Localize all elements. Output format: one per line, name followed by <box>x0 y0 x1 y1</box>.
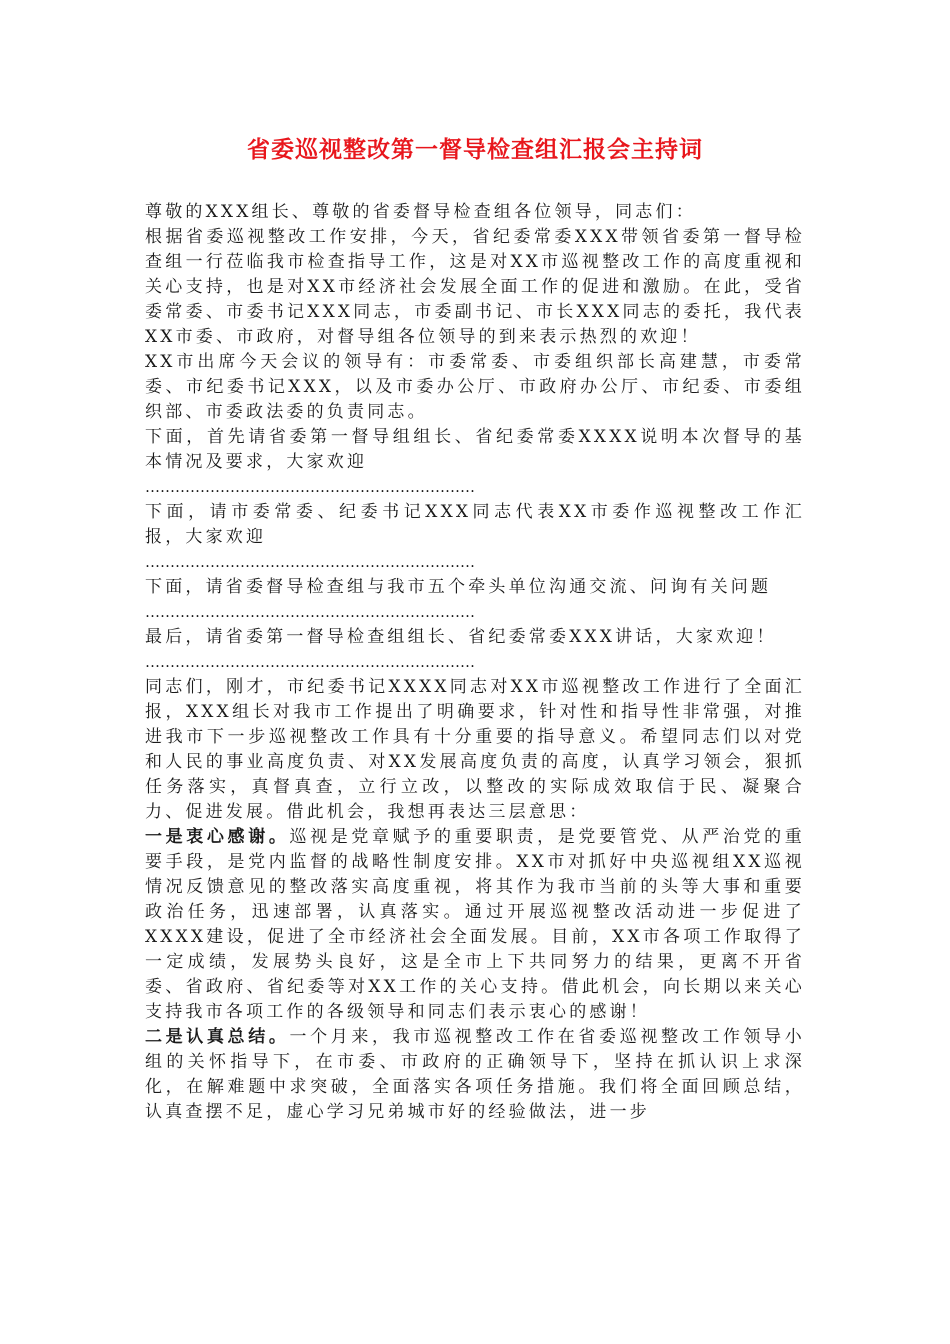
dotted-separator: ………………………………………………………… <box>145 603 475 621</box>
paragraph-opening: 根据省委巡视整改工作安排，今天，省纪委常委XXX带领省委第一督导检查组一行莅临我市检查指导工作，这是对XX市巡视整改工作的高度重视和关心支持，也是对XX市经济社会发展全面工作的促进和激励。在此，受省委常委、市委书记XXX同志，市委副书记、市长XXX同志的委托，我代表XX市委、市政府，对督导组各位领导的到来表示热烈的欢迎！ <box>145 227 805 347</box>
paragraph-attendees: XX市出席今天会议的领导有：市委常委、市委组织部长高建慧，市委常委、市纪委书记XXX，以及市委办公厅、市政府办公厅、市纪委、市委组织部、市委政法委的负责同志。 <box>145 352 805 422</box>
point-2-heading: 二是认真总结。 <box>145 1027 290 1047</box>
document-title: 省委巡视整改第一督导检查组汇报会主持词 <box>247 137 703 163</box>
paragraph-point-1 <box>145 825 805 1025</box>
point-2-text: 一个月来，我市巡视整改工作在省委巡视整改工作领导小组的关怀指导下，在市委、市政府的正确领导下，坚持在抓认识上求深化，在解难题中求突破，全面落实各项任务措施。我们将全面回顾总结，认真查摆不足，虚心学习兄弟城市好的经验做法，进一步 <box>145 1027 806 1122</box>
dotted-separator: ………………………………………………………… <box>145 653 475 671</box>
greeting: 尊敬的XXX组长、尊敬的省委督导检查组各位领导，同志们： <box>145 202 696 222</box>
document-body <box>145 200 805 1125</box>
paragraph-summary: 同志们，刚才，市纪委书记XXXX同志对XX市巡视整改工作进行了全面汇报，XXX组长对我市工作提出了明确要求，针对性和指导性非常强，对推进我市下一步巡视整改工作具有十分重要的指导意义。希望同志们以对党和人民的事业高度负责、对XX发展高度负责的高度，认真学习领会，狠抓任务落实，真督真查，立行立改，以整改的实际成效取信于民、凝聚合力、促进发展。借此机会，我想再表达三层意思： <box>145 677 805 822</box>
paragraph-agenda-4: 最后，请省委第一督导检查组组长、省纪委常委XXX讲话，大家欢迎！ <box>145 627 777 647</box>
dotted-separator: ………………………………………………………… <box>145 553 475 571</box>
paragraph-agenda-3: 下面，请省委督导检查组与我市五个牵头单位沟通交流、问询有关问题 <box>145 577 772 597</box>
paragraph-agenda-2: 下面，请市委常委、纪委书记XXX同志代表XX市委作巡视整改工作汇报，大家欢迎 <box>145 502 805 547</box>
point-1-heading: 一是衷心感谢。 <box>145 827 290 847</box>
point-1-text: 巡视是党章赋予的重要职责，是党要管党、从严治党的重要手段，是党内监督的战略性制度安排。XX市对抓好中央巡视组XX巡视情况反馈意见的整改落实高度重视，将其作为我市当前的头等大事和重要政治任务，迅速部署，认真落实。通过开展巡视整改活动进一步促进了XXXX建设，促进了全市经济社会全面发展。目前，XX市各项工作取得了一定成绩，发展势头良好，这是全市上下共同努力的结果，更离不开省委、省政府、省纪委等对XX工作的关心支持。借此机会，向长期以来关心支持我市各项工作的各级领导和同志们表示衷心的感谢！ <box>145 827 806 1022</box>
paragraph-agenda-1: 下面，首先请省委第一督导组组长、省纪委常委XXXX说明本次督导的基本情况及要求，大家欢迎 <box>145 427 805 472</box>
paragraph-point-2 <box>145 1025 805 1125</box>
dotted-separator: ………………………………………………………… <box>145 478 475 496</box>
